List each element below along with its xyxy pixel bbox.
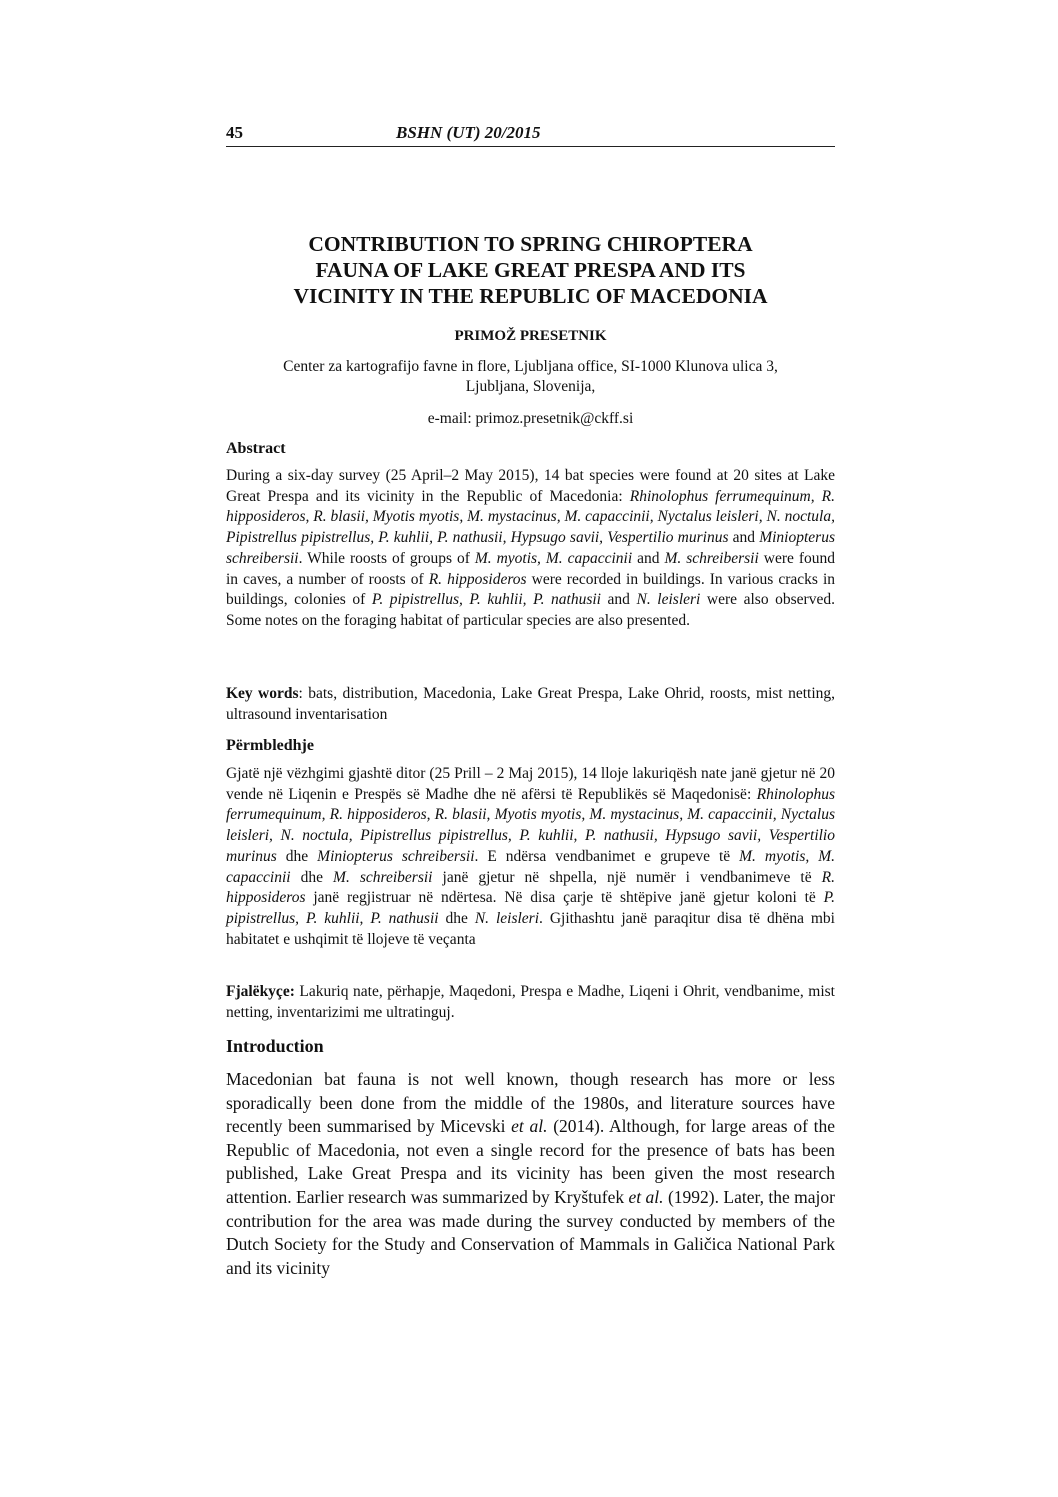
keywords-label: Key words: [226, 685, 299, 702]
author-affiliation: [226, 357, 835, 397]
italic-text: P. pipistrellus, P. kuhlii, P. nathusii: [371, 591, 601, 609]
italic-text: M. schreibersii: [664, 549, 759, 567]
running-header: [226, 123, 835, 145]
text-run: were also observed. Some notes on the foraging habitat of particular species are also presented.: [226, 591, 835, 629]
paper-title: [226, 231, 835, 309]
text-run: janë regjistruar në ndërtesa. Në disa çarje të shtëpive janë gjetur koloni të: [305, 889, 824, 907]
italic-text: M. myotis, M. capaccinii: [226, 847, 835, 886]
italic-text: R. hipposideros: [428, 570, 527, 588]
keywords-text: : bats, distribution, Macedonia, Lake Great Prespa, Lake Ohrid, roosts, mist netting, ultrasound inventarisation: [226, 685, 836, 723]
italic-text: Miniopterus schreibersii: [317, 847, 475, 865]
title-line: CONTRIBUTION TO SPRING CHIROPTERA: [308, 232, 753, 256]
text-run: janë gjetur në shpella, një numër i vendbanimeve të: [432, 868, 822, 886]
italic-text: N. leisleri: [474, 909, 540, 927]
title-line: FAUNA OF LAKE GREAT PRESPA AND ITS: [315, 258, 746, 282]
author-name: PRIMOŽ PRESETNIK: [454, 328, 607, 344]
text-run: dhe: [290, 868, 334, 886]
fjalekyce: [226, 982, 835, 1023]
italic-text: P. pipistrellus, P. kuhlii, P. nathusii: [226, 889, 835, 927]
text-run: dhe: [276, 847, 318, 865]
introduction-body: [226, 1068, 835, 1280]
italic-text: N. leisleri: [636, 591, 701, 609]
text-run: During a six-day survey (25 April–2 May 2015), 14 bat species were found at 20 sites at Lake Great Prespa and its vicinity in the Republic of Macedonia:: [226, 467, 835, 505]
italic-text: Miniopterus schreibersii: [226, 529, 835, 567]
text-run: and: [600, 591, 637, 609]
fjalekyce-text: Lakuriq nate, përhapje, Maqedoni, Prespa e Madhe, Liqeni i Ohrit, vendbanime, mist netting, inventarizimi me ultratinguj.: [226, 983, 835, 1021]
italic-text: et al.: [511, 1116, 548, 1137]
text-run: Macedonian bat fauna is not well known, though research has more or less sporadically been done from the middle of the 1980s, and literature sources have recently been summarised by Micevski: [226, 1069, 835, 1137]
text-run: (1992). Later, the major contribution for the area was made during the survey conducted by members of the Dutch Society for the Study and Conservation of Mammals in Galičica National Park and its vicinity: [226, 1186, 835, 1278]
keywords: [226, 684, 835, 725]
text-run: dhe: [438, 909, 475, 927]
journal-citation: BSHN (UT) 20/2015: [396, 123, 541, 142]
abstract-heading: Abstract: [226, 440, 286, 457]
text-run: were found in caves, a number of roosts of: [226, 549, 835, 588]
text-run: . E ndërsa vendbanimet e grupeve të: [474, 847, 740, 865]
title-line: VICINITY IN THE REPUBLIC OF MACEDONIA: [293, 284, 768, 308]
text-run: . Gjithashtu janë paraqitur disa të dhëna mbi habitatet e ushqimit të llojeve të veçanta: [226, 909, 835, 948]
author-email[interactable]: e-mail: primoz.presetnik@ckff.si: [427, 410, 634, 427]
affiliation-line: Ljubljana, Slovenija,: [465, 378, 596, 395]
page-number: 45: [226, 123, 243, 142]
italic-text: M. schreibersii: [333, 868, 433, 886]
permbledhje-heading: Përmbledhje: [226, 737, 314, 754]
text-run: and: [728, 529, 760, 547]
text-run: . While roosts of groups of: [298, 549, 475, 567]
affiliation-line: Center za kartografijo favne in flore, Ljubljana office, SI-1000 Klunova ulica 3,: [283, 358, 778, 375]
text-run: and: [632, 549, 665, 567]
text-run: (2014). Although, for large areas of the Republic of Macedonia, not even a single record for the presence of bats has been published, Lake Great Prespa and its vicinity has been given the most research attention. Earlier research was summarized by Kryštufek: [226, 1116, 836, 1207]
italic-text: Rhinolophus ferrumequinum, R. hipposideros, R. blasii, Myotis myotis, M. mystacinus, M. capaccinii, Nyctalus leisleri, N. noctula, Pipistrellus pipistrellus, P. kuhlii, P. nathusii, Hypsugo savii, Vespertilio murinus: [226, 487, 836, 547]
italic-text: M. myotis, M. capaccinii: [474, 549, 633, 567]
header-rule: [226, 146, 835, 147]
text-run: Gjatë një vëzhgimi gjashtë ditor (25 Prill – 2 Maj 2015), 14 lloje lakuriqësh nate janë gjetur në 20 vende në Liqenin e Prespës së Madhe dhe në afërsi të Republikës së Maqedonisë:: [226, 765, 835, 803]
fjalekyce-label: Fjalëkyçe:: [226, 983, 295, 1000]
abstract-body: [226, 466, 835, 632]
text-run: were recorded in buildings. In various cracks in buildings, colonies of: [226, 570, 836, 609]
italic-text: R. hipposideros: [226, 868, 835, 907]
permbledhje-body: [226, 764, 835, 950]
introduction-heading: Introduction: [226, 1036, 324, 1056]
italic-text: et al.: [628, 1186, 664, 1207]
italic-text: Rhinolophus ferrumequinum, R. hipposideros, R. blasii, Myotis myotis, M. mystacinus, M. capaccinii, Nyctalus leisleri, N. noctula, Pipistrellus pipistrellus, P. kuhlii, P. nathusii, Hypsugo savii, Vespertilio murinus: [226, 785, 835, 865]
